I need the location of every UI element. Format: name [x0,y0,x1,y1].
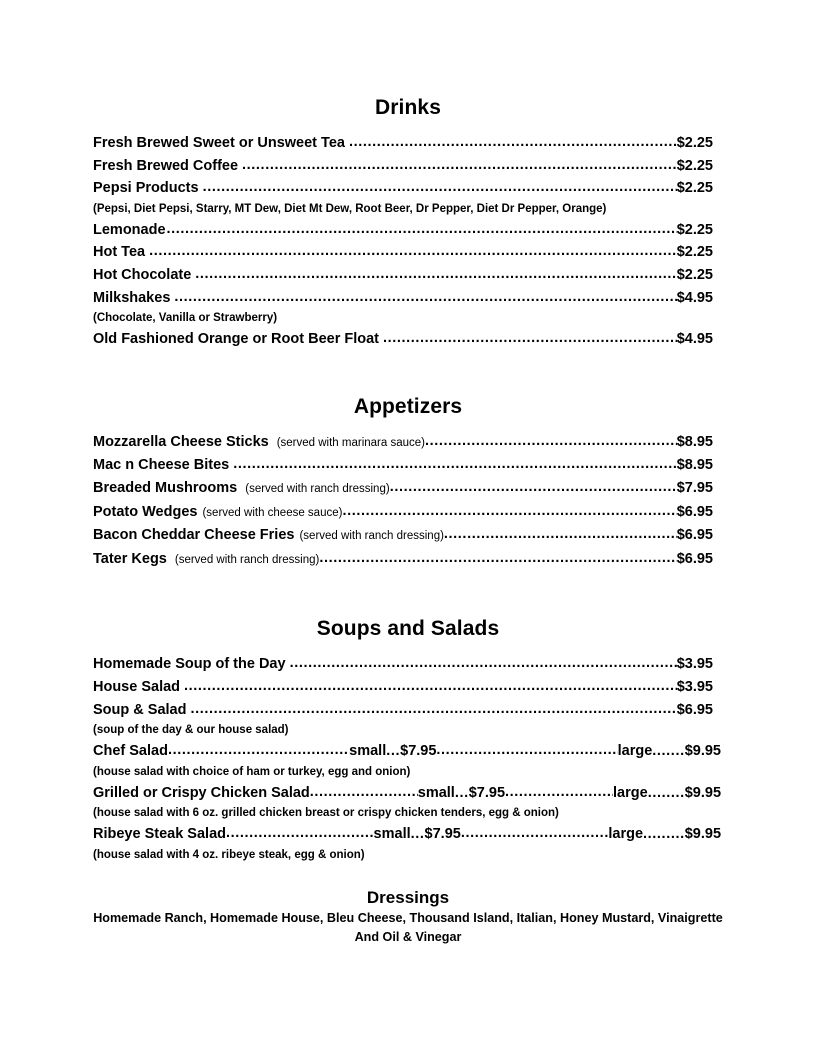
section-heading-drinks: Drinks [375,96,441,119]
item-description-pepsi: (Pepsi, Diet Pepsi, Starry, MT Dew, Diet Mt Dew, Root Beer, Dr Pepper, Diet Dr Pepper, Orange) [93,202,607,215]
item-price: $8.95 [676,457,713,474]
item-price: $6.95 [676,550,713,567]
item-name: Hot Tea [93,244,146,261]
dot-leader [242,154,677,177]
dressings-list-line-2: And Oil & Vinegar [354,929,462,944]
dot-leader [390,476,677,499]
dot-leader [168,739,349,762]
item-price: $2.25 [676,244,713,261]
item-description-milkshakes: (Chocolate, Vanilla or Strawberry) [93,312,278,325]
item-name: House Salad [93,678,181,695]
menu-row [93,699,713,722]
size-label-large: large [608,826,644,843]
menu-row [93,264,713,287]
item-description-chicken-salad: (house salad with 6 oz. grilled chicken breast or crispy chicken tenders, egg & onion) [93,807,559,820]
menu-row [93,524,713,548]
item-note: (served with ranch dressing) [174,553,320,566]
dot-leader [310,781,418,804]
size-label-small: small [373,826,411,843]
item-name: Pepsi Products [93,180,199,197]
menu-row-sized [93,823,721,846]
item-price: $8.95 [676,433,713,450]
section-heading-soups-and-salads: Soups and Salads [316,617,500,641]
menu-row [93,132,713,155]
large-price-separator: ......... [643,826,685,843]
item-name: Soup & Salad [93,701,187,718]
dot-leader [203,176,677,199]
item-name: Grilled or Crispy Chicken Salad [93,784,310,801]
item-price-large: $9.95 [684,743,721,760]
item-note: (served with cheese sauce) [202,506,343,519]
item-price: $3.95 [676,656,713,673]
large-price-separator: ....... [652,743,685,760]
size-label-large: large [613,784,648,801]
item-price: $2.25 [676,157,713,174]
menu-row [93,548,713,572]
dot-leader [425,430,677,453]
dot-leader [342,500,676,523]
menu-row [93,454,713,477]
dot-leader [349,131,677,154]
item-price: $7.95 [676,479,713,496]
item-price-small: $7.95 [400,743,437,760]
menu-row [93,287,713,310]
dot-leader [290,652,677,675]
small-price-separator: ... [410,826,425,843]
size-label-large: large [617,743,653,760]
item-name: Fresh Brewed Sweet or Unsweet Tea [93,135,345,151]
item-note: (served with ranch dressing) [245,482,390,495]
item-name: Homemade Soup of the Day [93,656,286,673]
menu-row [93,676,713,699]
item-description-soup-salad: (soup of the day & our house salad) [93,724,289,737]
item-note: (served with marinara sauce) [276,436,425,449]
dot-leader [436,739,617,762]
dot-leader [383,327,677,350]
item-description-chef-salad: (house salad with choice of ham or turkey, egg and onion) [93,765,411,778]
item-name: Ribeye Steak Salad [93,826,226,843]
dot-leader [149,240,677,263]
size-label-small: small [349,743,387,760]
dot-leader [167,218,677,241]
menu-row [93,219,713,242]
item-price: $6.95 [676,503,713,520]
section-heading-dressings: Dressings [366,887,450,907]
item-name: Bacon Cheddar Cheese Fries [93,527,295,544]
small-price-separator: ... [386,743,401,760]
item-name: Mozzarella Cheese Sticks [93,433,269,450]
item-name: Milkshakes [93,289,171,306]
item-name: Breaded Mushrooms [93,479,238,496]
menu-row [93,501,713,525]
item-price-small: $7.95 [424,826,461,843]
item-name: Fresh Brewed Coffee [93,157,239,174]
item-description-ribeye-salad: (house salad with 4 oz. ribeye steak, egg & onion) [93,848,365,861]
dot-leader [226,822,374,845]
item-price: $2.25 [676,221,713,238]
size-label-small: small [417,784,455,801]
small-price-separator: ... [454,784,469,801]
item-price: $4.95 [676,331,713,348]
dot-leader [233,453,677,476]
dot-leader [184,675,677,698]
item-price-small: $7.95 [468,784,506,801]
menu-row [93,431,713,455]
dot-leader [505,781,613,804]
item-price: $4.95 [676,289,713,306]
menu-row-sized [93,740,721,763]
item-name: Chef Salad [93,743,168,760]
dot-leader [461,822,609,845]
dot-leader [190,698,676,721]
item-price: $6.95 [676,527,713,544]
menu-row [93,177,713,200]
item-price: $6.95 [676,701,713,718]
item-price: $2.25 [676,180,713,197]
item-name: Lemonade [93,221,166,238]
large-price-separator: ........ [647,784,685,801]
dot-leader [444,523,677,546]
dot-leader [319,547,676,570]
dot-leader [174,286,676,309]
item-price-large: $9.95 [684,826,722,843]
item-price-large: $9.95 [684,784,722,801]
menu-row [93,328,713,351]
section-heading-appetizers: Appetizers [353,394,463,418]
menu-row [93,155,713,178]
dressings-list-line-1: Homemade Ranch, Homemade House, Bleu Cheese, Thousand Island, Italian, Honey Mustard, Vinaigrette [93,910,723,925]
menu-row [93,477,713,501]
menu-row [93,653,713,676]
dot-leader [195,263,676,286]
item-name: Tater Kegs [93,550,167,567]
menu-row-sized [93,782,721,805]
item-price: $2.25 [676,266,713,283]
item-price: $3.95 [676,678,713,695]
item-name: Potato Wedges [93,503,198,520]
menu-row [93,241,713,264]
item-name: Mac n Cheese Bites [93,457,230,474]
item-price: $2.25 [676,135,713,151]
item-name: Hot Chocolate [93,266,192,283]
item-name: Old Fashioned Orange or Root Beer Float [93,331,379,348]
item-note: (served with ranch dressing) [299,530,444,543]
